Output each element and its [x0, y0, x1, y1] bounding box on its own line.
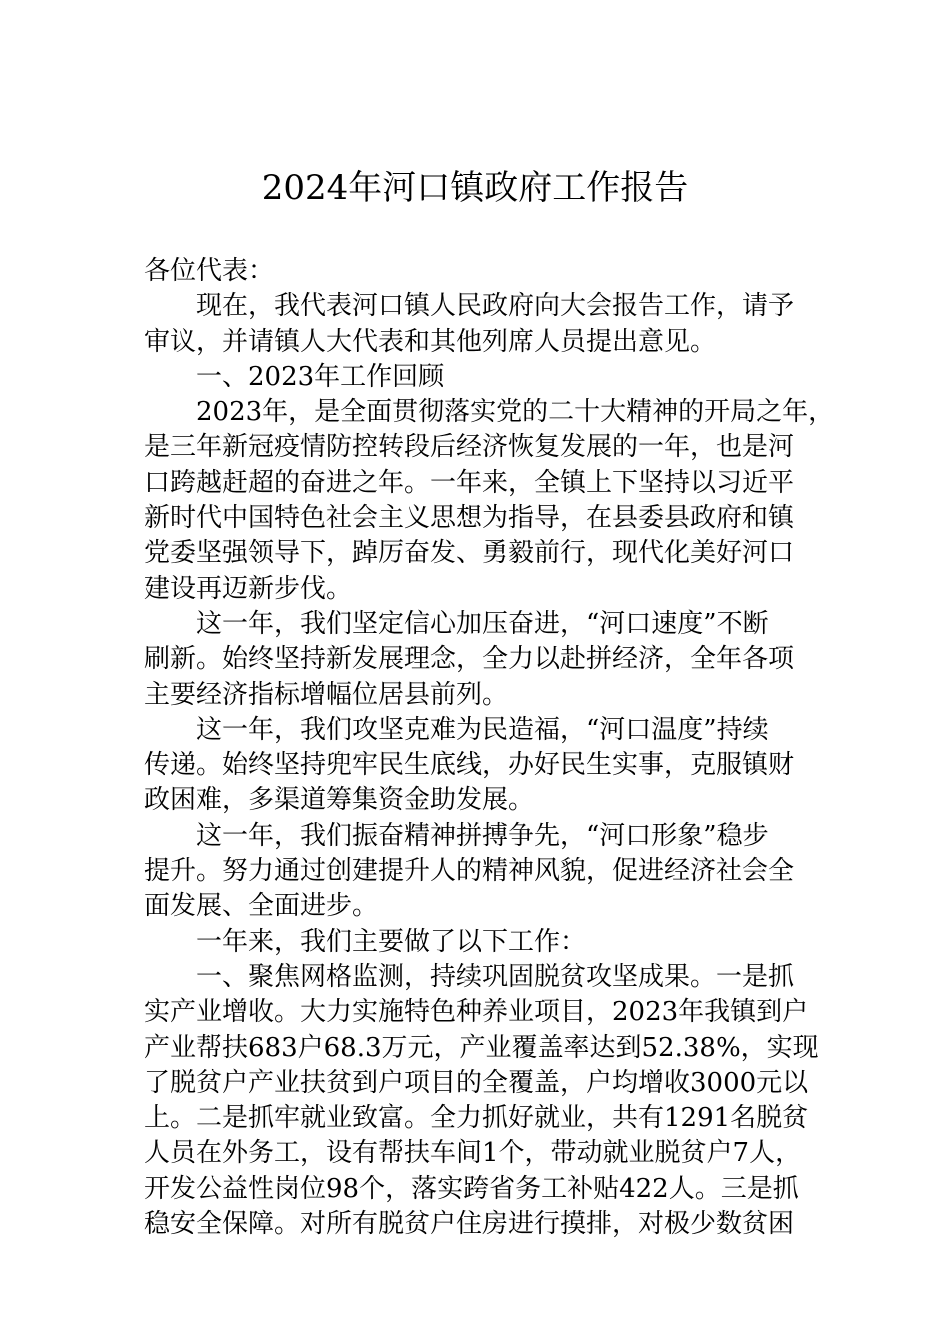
paragraph-line: 各位代表：: [144, 256, 275, 286]
paragraph-line: 刷新。始终坚持新发展理念，全力以赴拼经济，全年各项: [144, 644, 795, 675]
paragraph-line: 政困难，多渠道筹集资金助发展。: [144, 785, 535, 816]
paragraph-line: 开发公益性岗位98个，落实跨省务工补贴422人。三是抓: [144, 1173, 799, 1204]
paragraph-line: 了脱贫户产业扶贫到户项目的全覆盖，户均增收3000元以: [144, 1067, 809, 1098]
paragraph-line: 人员在外务工，设有帮扶车间1个，带动就业脱贫户7人，: [144, 1138, 802, 1169]
paragraph-line: 口跨越赶超的奋进之年。一年来，全镇上下坚持以习近平: [144, 467, 795, 498]
paragraph-line: 现在，我代表河口镇人民政府向大会报告工作，请予: [196, 291, 795, 322]
document-title: 2024年河口镇政府工作报告: [261, 168, 689, 208]
paragraph-line: 建设再迈新步伐。: [144, 573, 353, 604]
paragraph-line: 一、2023年工作回顾: [196, 361, 445, 392]
paragraph-line: 是三年新冠疫情防控转段后经济恢复发展的一年，也是河: [144, 432, 795, 463]
paragraph-line: 主要经济指标增幅位居县前列。: [144, 679, 509, 710]
paragraph-line: 实产业增收。大力实施特色种养业项目，2023年我镇到户: [144, 997, 809, 1028]
paragraph-line: 稳安全保障。对所有脱贫户住房进行摸排，对极少数贫困: [144, 1209, 795, 1240]
paragraph-line: 新时代中国特色社会主义思想为指导，在县委县政府和镇: [144, 503, 795, 534]
paragraph-line: 这一年，我们坚定信心加压奋进，“河口速度”不断: [196, 608, 769, 639]
paragraph-line: 这一年，我们振奋精神拼搏争先，“河口形象”稳步: [196, 820, 769, 851]
paragraph-line: 一、聚焦网格监测，持续巩固脱贫攻坚成果。一是抓: [196, 961, 795, 992]
paragraph-line: 面发展、全面进步。: [144, 891, 379, 922]
paragraph-line: 提升。努力通过创建提升人的精神风貌，促进经济社会全: [144, 856, 795, 887]
document-body: [144, 254, 835, 1242]
paragraph-line: 这一年，我们攻坚克难为民造福，“河口温度”持续: [196, 714, 769, 745]
paragraph-line: 2023年，是全面贯彻落实党的二十大精神的开局之年，: [196, 397, 835, 428]
paragraph-line: 产业帮扶683户68.3万元，产业覆盖率达到52.38%，实现: [144, 1032, 819, 1063]
paragraph-line: 上。二是抓牢就业致富。全力抓好就业，共有1291名脱贫: [144, 1103, 809, 1134]
paragraph-line: 传递。始终坚持兜牢民生底线，办好民生实事，克服镇财: [144, 750, 795, 781]
paragraph-line: 党委坚强领导下，踔厉奋发、勇毅前行，现代化美好河口: [144, 538, 795, 569]
paragraph-line: 一年来，我们主要做了以下工作：: [196, 926, 587, 957]
paragraph-line: 审议，并请镇人大代表和其他列席人员提出意见。: [144, 326, 717, 357]
